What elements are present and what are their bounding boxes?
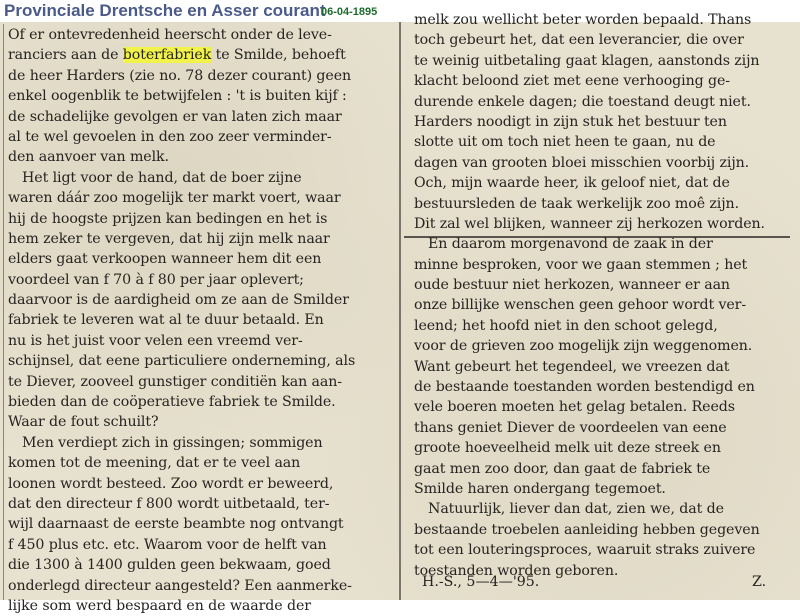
article-line: vele boeren moeten het gelag betalen. Reeds (414, 399, 735, 416)
article-line: hij de hoogste prijzen kan bedingen en het is (8, 210, 328, 227)
article-line: die 1300 à 1400 gulden geen bekwaam, goed (8, 557, 331, 574)
article-line: de schadelijke gevolgen er van laten zich maar (8, 108, 342, 125)
article-line: Of er ontevredenheid heerscht onder de leve- (8, 27, 332, 43)
article-line: Waar de fout schuilt? (8, 414, 159, 431)
article-line: ranciers aan de boterfabriek te Smilde, behoeft (8, 47, 346, 64)
article-line: toch gebeurt het, dat een leverancier, die over (414, 32, 744, 49)
article-line: toestanden worden geboren. (414, 562, 619, 579)
article-line: al te wel gevoelen in den zoo zeer verminder- (8, 128, 332, 145)
article-line: minne besproken, voor we gaan stemmen ; het (414, 256, 748, 273)
article-line: durende enkele dagen; die toestand deugt niet. (414, 93, 751, 110)
article-line: fabriek te leveren wat al te duur betaald. En (8, 312, 324, 329)
article-column-right (414, 10, 794, 581)
article-line: En daarom morgenavond de zaak in der (428, 236, 713, 253)
article-line: waren dáár zoo mogelijk ter markt voert, waar (8, 190, 341, 207)
article-line: dagen van grooten bloei misschien voorbij zijn. (414, 154, 750, 171)
article-line: enkel oogenblik te betwijfelen : 't is buiten kijf : (8, 88, 347, 105)
article-column-left (8, 25, 392, 616)
article-line: melk zou wellicht beter worden bepaald. Thans (414, 12, 752, 28)
highlighted-term: boterfabriek (122, 47, 212, 64)
article-line: elders gaat verkoopen wanneer hem dit een (8, 251, 322, 268)
article-line: schijnsel, dat eene particuliere onderneming, als (8, 353, 356, 370)
publication-date: 06-04-1895 (321, 6, 378, 18)
signoff-signature: Z. (752, 574, 767, 590)
article-line: Dit zal wel blijken, wanneer zij herkozen worden. (414, 215, 765, 232)
article-line: thans geniet Diever de voordeelen van eene (414, 419, 727, 436)
article-line: Natuurlijk, liever dan dat, zien we, dat de (428, 501, 724, 518)
article-line: dat den directeur f 800 wordt uitbetaald, ter- (8, 495, 330, 512)
article-line: nu is het juist voor velen een vreemd ver- (8, 332, 303, 349)
article-line: bieden dan de coöperatieve fabriek te Smilde. (8, 394, 336, 411)
article-line: Och, mijn waarde heer, ik geloof niet, dat de (414, 175, 730, 192)
article-line: Want gebeurt het tegendeel, we vreezen dat (414, 358, 730, 375)
article-line: klacht beloond ziet met eene verhooging ge- (414, 73, 730, 90)
article-line: onze billijke wenschen geen gehoor wordt ver- (414, 297, 747, 314)
article-line: de bestaande toestanden worden bestendigd en (414, 379, 755, 396)
article-line: voor de grieven zoo mogelijk zijn weggenomen. (414, 338, 753, 355)
article-line: gaat men zoo door, dan gaat de fabriek te (414, 460, 711, 477)
article-line: voordeel van f 70 à f 80 per jaar oplevert; (8, 271, 304, 288)
article-line: Het ligt voor de hand, dat de boer zijne (22, 169, 302, 186)
article-line: te Diever, zooveel gunstiger conditiën kan aan- (8, 373, 343, 390)
article-line: slotte uit om toch niet heen te gaan, nu de (414, 134, 716, 151)
article-line: f 450 plus etc. etc. Waarom voor de helft van (8, 536, 327, 553)
article-line: leend; het hoofd niet in den schoot gelegd, (414, 317, 718, 334)
signoff-place-date: H.-S., 5—4—'95. (422, 574, 540, 590)
column-divider (399, 22, 401, 600)
article-line: oude bestuur niet herkozen, wanneer er aan (414, 277, 730, 294)
article-line: Harders noodigt in zijn stuk het bestuur ten (414, 113, 727, 130)
article-line: Men verdiept zich in gissingen; sommigen (22, 434, 323, 451)
article-line: te weinig uitbetaling gaat klagen, aanstonds zijn (414, 52, 760, 69)
article-line: loonen wordt besteed. Zoo wordt er beweerd, (8, 475, 334, 492)
left-edge-rule (3, 24, 4, 600)
article-line: wijl daarnaast de eerste beambte nog ontvangt (8, 516, 344, 533)
article-line: groote hoeveelheid melk uit deze streek en (414, 440, 721, 457)
article-line: tot een louteringsproces, waaruit straks zuivere (414, 542, 756, 559)
article-line: lijke som werd bespaard en de waarde der (8, 597, 311, 614)
article-line: komen tot de meening, dat er te veel aan (8, 455, 301, 472)
article-line: bestuursleden de taak werkelijk zoo moê zijn. (414, 195, 739, 212)
publication-title: Provinciale Drentsche en Asser courant (4, 1, 326, 20)
article-line: daarvoor is de aardigheid om ze aan de Smilder (8, 292, 349, 309)
article-line: onderlegd directeur aangesteld? Een aanmerke- (8, 577, 352, 594)
article-line: Smilde haren ondergang tegemoet. (414, 480, 666, 497)
article-line: hem zeker te vergeven, dat hij zijn melk naar (8, 230, 330, 247)
article-line: bestaande troebelen aanleiding hebben gegeven (414, 521, 760, 538)
article-line: de heer Harders (zie no. 78 dezer courant) geen (8, 67, 352, 84)
article-line: den aanvoer van melk. (8, 149, 169, 166)
